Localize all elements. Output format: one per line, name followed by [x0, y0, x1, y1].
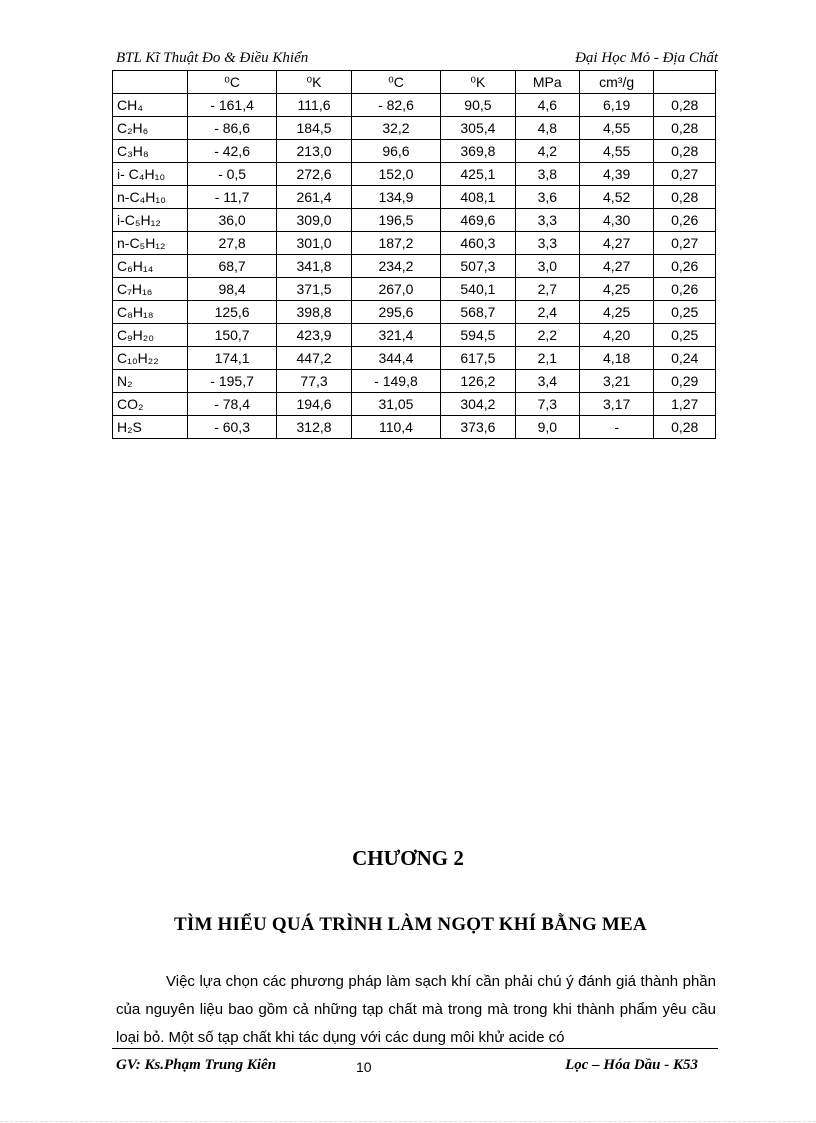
compound-cell: C₆H₁₄ — [113, 255, 188, 278]
value-cell: 295,6 — [351, 301, 440, 324]
value-cell: 3,8 — [515, 163, 579, 186]
compound-cell: N₂ — [113, 370, 188, 393]
value-cell: 0,24 — [654, 347, 716, 370]
value-cell: 3,17 — [579, 393, 654, 416]
value-cell: 2,2 — [515, 324, 579, 347]
table-row — [113, 232, 716, 255]
value-cell: 507,3 — [441, 255, 516, 278]
page-footer — [112, 1048, 718, 1075]
value-cell: 4,39 — [579, 163, 654, 186]
value-cell: 369,8 — [441, 140, 516, 163]
value-cell: 4,25 — [579, 278, 654, 301]
table-row — [113, 94, 716, 117]
value-cell: 309,0 — [277, 209, 352, 232]
table-row — [113, 117, 716, 140]
table-row — [113, 324, 716, 347]
value-cell: 152,0 — [351, 163, 440, 186]
compound-cell: C₈H₁₈ — [113, 301, 188, 324]
compound-cell: C₃H₈ — [113, 140, 188, 163]
value-cell: 4,55 — [579, 140, 654, 163]
value-cell: 187,2 — [351, 232, 440, 255]
value-cell: 0,28 — [654, 94, 716, 117]
value-cell: 425,1 — [441, 163, 516, 186]
value-cell: 344,4 — [351, 347, 440, 370]
paragraph-text: Việc lựa chọn các phương pháp làm sạch khí cần phải chú ý đánh giá thành phần của nguyên liệu bao gồm cả những tạp chất mà trong mà trong khi thành phẩm yêu cầu loại bỏ. Một số tạp chất khi tác dụng với các dung môi khử acide có — [116, 973, 716, 1046]
chapter-number: CHƯƠNG 2 — [352, 846, 464, 870]
value-cell: 3,21 — [579, 370, 654, 393]
value-cell: 196,5 — [351, 209, 440, 232]
value-cell: 111,6 — [277, 94, 352, 117]
value-cell: 4,2 — [515, 140, 579, 163]
value-cell: 3,3 — [515, 232, 579, 255]
value-cell: 4,52 — [579, 186, 654, 209]
value-cell: 234,2 — [351, 255, 440, 278]
value-cell: 0,25 — [654, 324, 716, 347]
header-university: Đại Học Mỏ - Địa Chất — [575, 50, 718, 66]
value-cell: 0,25 — [654, 301, 716, 324]
value-cell: 7,3 — [515, 393, 579, 416]
page-header — [112, 48, 718, 71]
value-cell: 4,27 — [579, 232, 654, 255]
value-cell: 3,4 — [515, 370, 579, 393]
value-cell: 3,3 — [515, 209, 579, 232]
value-cell: 0,28 — [654, 140, 716, 163]
value-cell: 126,2 — [441, 370, 516, 393]
value-cell: 341,8 — [277, 255, 352, 278]
value-cell: 0,26 — [654, 278, 716, 301]
value-cell: 321,4 — [351, 324, 440, 347]
chapter-title: TÌM HIỂU QUÁ TRÌNH LÀM NGỌT KHÍ BẰNG MEA — [174, 914, 647, 935]
value-cell: 32,2 — [351, 117, 440, 140]
table-row — [113, 255, 716, 278]
value-cell: 36,0 — [188, 209, 277, 232]
value-cell: - 78,4 — [188, 393, 277, 416]
value-cell: 3,6 — [515, 186, 579, 209]
value-cell: 312,8 — [277, 416, 352, 439]
value-cell: 4,30 — [579, 209, 654, 232]
compound-cell: H₂S — [113, 416, 188, 439]
value-cell: 447,2 — [277, 347, 352, 370]
value-cell: 0,26 — [654, 209, 716, 232]
table-row — [113, 140, 716, 163]
value-cell: 304,2 — [441, 393, 516, 416]
value-cell: 174,1 — [188, 347, 277, 370]
value-cell: 4,18 — [579, 347, 654, 370]
table-row — [113, 301, 716, 324]
value-cell: 4,8 — [515, 117, 579, 140]
value-cell: 594,5 — [441, 324, 516, 347]
value-cell: 213,0 — [277, 140, 352, 163]
value-cell: 371,5 — [277, 278, 352, 301]
value-cell: 134,9 — [351, 186, 440, 209]
column-header: ⁰C — [188, 71, 277, 94]
compound-cell: C₉H₂₀ — [113, 324, 188, 347]
table-row — [113, 186, 716, 209]
footer-class: Lọc – Hóa Dầu - K53 — [565, 1057, 698, 1073]
compound-cell: n-C₅H₁₂ — [113, 232, 188, 255]
value-cell: 568,7 — [441, 301, 516, 324]
table-row — [113, 209, 716, 232]
value-cell: - 0,5 — [188, 163, 277, 186]
value-cell: 4,27 — [579, 255, 654, 278]
value-cell: 4,25 — [579, 301, 654, 324]
value-cell: - 60,3 — [188, 416, 277, 439]
body-paragraph — [116, 968, 716, 1052]
page-edge-divider — [0, 1121, 816, 1122]
table-body — [113, 94, 716, 439]
value-cell: 3,0 — [515, 255, 579, 278]
value-cell: 2,4 — [515, 301, 579, 324]
value-cell: 98,4 — [188, 278, 277, 301]
table-header-row — [113, 71, 716, 94]
value-cell: 301,0 — [277, 232, 352, 255]
compound-cell: C₁₀H₂₂ — [113, 347, 188, 370]
value-cell: 0,29 — [654, 370, 716, 393]
page-number: 10 — [356, 1059, 372, 1075]
value-cell: 0,27 — [654, 232, 716, 255]
table-row — [113, 278, 716, 301]
value-cell: - — [579, 416, 654, 439]
column-header: cm³/g — [579, 71, 654, 94]
value-cell: 2,7 — [515, 278, 579, 301]
value-cell: 617,5 — [441, 347, 516, 370]
table-row — [113, 347, 716, 370]
value-cell: - 161,4 — [188, 94, 277, 117]
value-cell: 4,55 — [579, 117, 654, 140]
gas-properties-table — [112, 70, 716, 439]
column-header — [654, 71, 716, 94]
value-cell: 4,20 — [579, 324, 654, 347]
column-header: ⁰K — [441, 71, 516, 94]
value-cell: 305,4 — [441, 117, 516, 140]
value-cell: 540,1 — [441, 278, 516, 301]
value-cell: 0,28 — [654, 117, 716, 140]
value-cell: 96,6 — [351, 140, 440, 163]
value-cell: - 11,7 — [188, 186, 277, 209]
value-cell: - 42,6 — [188, 140, 277, 163]
column-header: ⁰C — [351, 71, 440, 94]
compound-cell: C₂H₆ — [113, 117, 188, 140]
value-cell: 6,19 — [579, 94, 654, 117]
value-cell: 0,28 — [654, 186, 716, 209]
value-cell: 423,9 — [277, 324, 352, 347]
column-header: MPa — [515, 71, 579, 94]
footer-teacher: GV: Ks.Phạm Trung Kiên — [116, 1057, 277, 1073]
compound-cell: CH₄ — [113, 94, 188, 117]
value-cell: 373,6 — [441, 416, 516, 439]
value-cell: 0,27 — [654, 163, 716, 186]
compound-cell: i-C₅H₁₂ — [113, 209, 188, 232]
value-cell: 31,05 — [351, 393, 440, 416]
value-cell: 0,28 — [654, 416, 716, 439]
value-cell: 4,6 — [515, 94, 579, 117]
header-course: BTL Kĩ Thuật Đo & Điều Khiển — [116, 50, 309, 66]
value-cell: 0,26 — [654, 255, 716, 278]
compound-cell: i- C₄H₁₀ — [113, 163, 188, 186]
table-row — [113, 370, 716, 393]
value-cell: - 86,6 — [188, 117, 277, 140]
column-header: ⁰K — [277, 71, 352, 94]
value-cell: 272,6 — [277, 163, 352, 186]
value-cell: 125,6 — [188, 301, 277, 324]
column-header — [113, 71, 188, 94]
table-row — [113, 416, 716, 439]
value-cell: 261,4 — [277, 186, 352, 209]
value-cell: 9,0 — [515, 416, 579, 439]
compound-cell: CO₂ — [113, 393, 188, 416]
value-cell: 469,6 — [441, 209, 516, 232]
value-cell: 110,4 — [351, 416, 440, 439]
value-cell: 77,3 — [277, 370, 352, 393]
value-cell: 194,6 — [277, 393, 352, 416]
value-cell: - 82,6 — [351, 94, 440, 117]
value-cell: 90,5 — [441, 94, 516, 117]
compound-cell: n-C₄H₁₀ — [113, 186, 188, 209]
value-cell: 150,7 — [188, 324, 277, 347]
value-cell: 398,8 — [277, 301, 352, 324]
value-cell: 460,3 — [441, 232, 516, 255]
compound-cell: C₇H₁₆ — [113, 278, 188, 301]
value-cell: 267,0 — [351, 278, 440, 301]
table-row — [113, 163, 716, 186]
value-cell: 408,1 — [441, 186, 516, 209]
value-cell: 2,1 — [515, 347, 579, 370]
value-cell: 27,8 — [188, 232, 277, 255]
table-row — [113, 393, 716, 416]
value-cell: - 149,8 — [351, 370, 440, 393]
value-cell: - 195,7 — [188, 370, 277, 393]
value-cell: 68,7 — [188, 255, 277, 278]
value-cell: 1,27 — [654, 393, 716, 416]
value-cell: 184,5 — [277, 117, 352, 140]
